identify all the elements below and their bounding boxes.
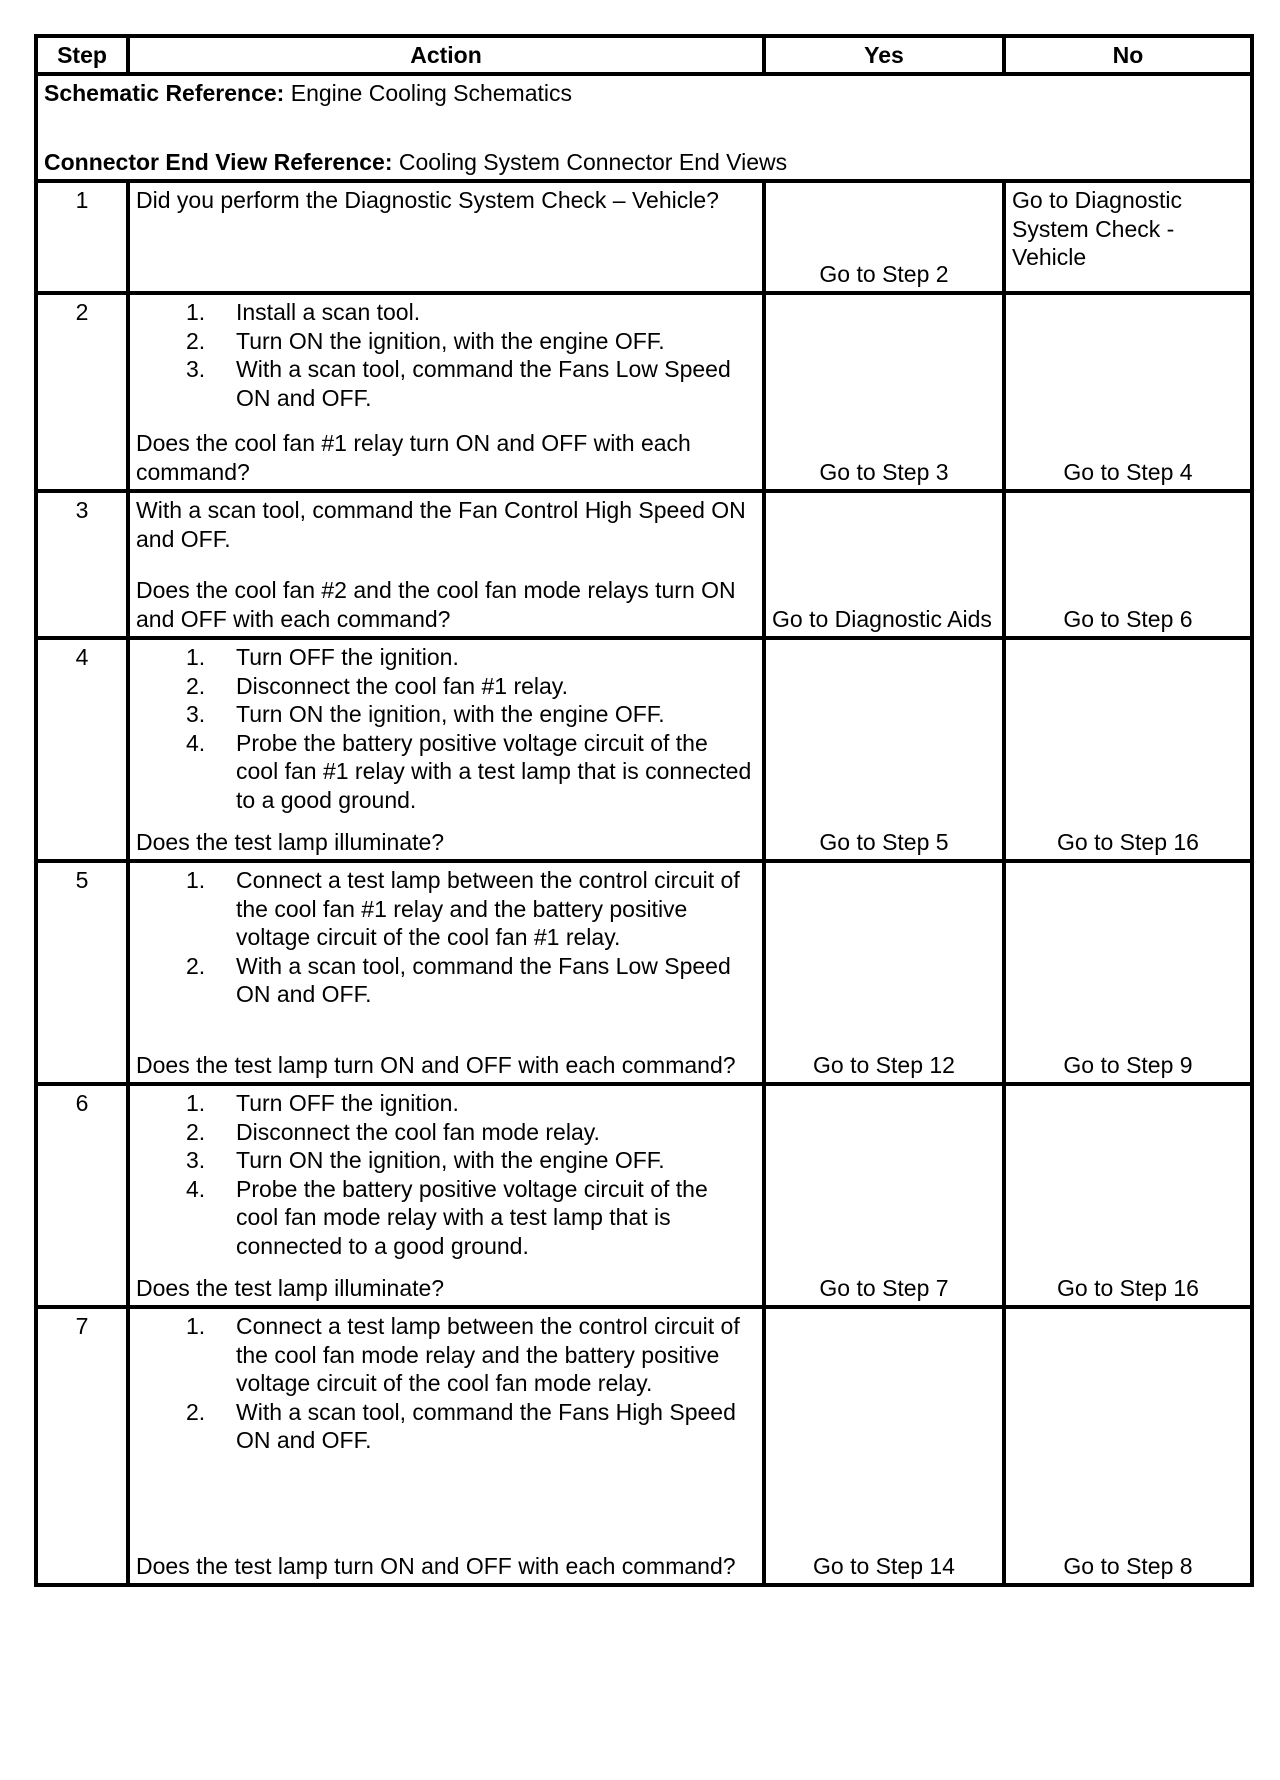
- step-action: [128, 293, 764, 491]
- substep-item: [136, 1175, 756, 1261]
- step-action: [128, 861, 764, 1084]
- step-number: 4: [36, 638, 128, 861]
- substep-number: 3.: [186, 1147, 206, 1173]
- substep-item: [136, 729, 756, 815]
- substep-number: 2.: [186, 1118, 206, 1145]
- substep-list: [136, 298, 756, 412]
- no-result: Go to Step 9: [1063, 1051, 1193, 1078]
- header-no: No: [1004, 36, 1252, 74]
- substep-number: 2.: [186, 672, 206, 699]
- step-action: [128, 1307, 764, 1585]
- step-row: [36, 638, 1252, 861]
- yes-result: Go to Step 14: [813, 1552, 955, 1579]
- substep-text: Connect a test lamp between the control circuit of the cool fan #1 relay and the battery positive voltage circuit of the cool fan #1 relay.: [236, 867, 740, 950]
- step-number: 3: [36, 491, 128, 638]
- reference-spacer: [44, 108, 1244, 148]
- substep-number: 1.: [186, 299, 206, 325]
- yes-result: Go to Step 5: [819, 828, 949, 855]
- schematic-reference-value: Engine Cooling Schematics: [284, 80, 573, 106]
- header-yes: Yes: [764, 36, 1004, 74]
- no-result: Go to Step 16: [1057, 1274, 1199, 1301]
- connector-reference-label: Connector End View Reference:: [44, 148, 393, 175]
- step-number: 7: [36, 1307, 128, 1585]
- substep-item: [136, 672, 756, 701]
- header-row: [36, 36, 1252, 74]
- substep-number: 3.: [186, 356, 206, 382]
- substep-text: Probe the battery positive voltage circuit of the cool fan #1 relay with a test lamp that is connected to a good ground.: [236, 729, 752, 813]
- step-yes: [764, 491, 1004, 638]
- substep-number: 2.: [186, 1398, 206, 1425]
- substep-number: 4.: [186, 729, 206, 756]
- step-row: [36, 181, 1252, 293]
- substep-number: 4.: [186, 1175, 206, 1202]
- substep-list: [136, 643, 756, 814]
- substep-text: Probe the battery positive voltage circuit of the cool fan mode relay with a test lamp that is connected to a good ground.: [236, 1175, 708, 1259]
- reference-row: [36, 74, 1252, 181]
- yes-result: Go to Step 2: [819, 260, 949, 287]
- no-result: Go to Step 16: [1057, 828, 1199, 855]
- diagnostic-table: [34, 34, 1254, 1587]
- step-yes: [764, 1307, 1004, 1585]
- substep-text: Connect a test lamp between the control circuit of the cool fan mode relay and the battery positive voltage circuit of the cool fan mode relay.: [236, 1313, 740, 1396]
- step-no: [1004, 181, 1252, 293]
- substep-text: Disconnect the cool fan mode relay.: [236, 1118, 600, 1145]
- step-no: [1004, 491, 1252, 638]
- substep-item: [136, 1118, 756, 1147]
- step-action: [128, 491, 764, 638]
- step-number: 6: [36, 1084, 128, 1307]
- substep-text: Turn ON the ignition, with the engine OFF.: [236, 1147, 665, 1173]
- substep-item: [136, 643, 756, 672]
- no-result: Go to Step 4: [1063, 458, 1193, 485]
- action-question: Does the test lamp illuminate?: [136, 828, 445, 855]
- substep-text: Turn ON the ignition, with the engine OFF.: [236, 701, 665, 727]
- substep-text: With a scan tool, command the Fans Low Speed ON and OFF.: [236, 356, 731, 411]
- action-intro: With a scan tool, command the Fan Control High Speed ON and OFF.: [136, 497, 746, 552]
- substep-number: 1.: [186, 644, 206, 670]
- substep-number: 2.: [186, 952, 206, 979]
- schematic-reference-label: Schematic Reference:: [44, 80, 285, 106]
- action-intro: Did you perform the Diagnostic System Check – Vehicle?: [136, 187, 719, 213]
- diagnostic-page: [34, 34, 1250, 1587]
- substep-number: 1.: [186, 1313, 206, 1339]
- substep-text: Turn OFF the ignition.: [236, 1090, 459, 1116]
- substep-item: [136, 866, 756, 952]
- action-question: Does the test lamp turn ON and OFF with each command?: [136, 1552, 736, 1579]
- step-action: [128, 638, 764, 861]
- step-row: [36, 1084, 1252, 1307]
- substep-text: Install a scan tool.: [236, 299, 421, 325]
- step-yes: [764, 1084, 1004, 1307]
- substep-list: [136, 1312, 756, 1455]
- step-yes: [764, 181, 1004, 293]
- step-no: [1004, 1307, 1252, 1585]
- action-question: Does the test lamp turn ON and OFF with each command?: [136, 1051, 736, 1078]
- step-action: [128, 181, 764, 293]
- action-question: Does the test lamp illuminate?: [136, 1274, 445, 1301]
- header-step: Step: [36, 36, 128, 74]
- no-result: Go to Step 6: [1063, 605, 1193, 632]
- substep-text: Turn ON the ignition, with the engine OFF.: [236, 327, 665, 354]
- no-result: Go to Step 8: [1063, 1552, 1193, 1579]
- schematic-reference: [44, 79, 1244, 108]
- yes-result: Go to Step 3: [819, 458, 949, 485]
- substep-text: Turn OFF the ignition.: [236, 644, 459, 670]
- step-row: [36, 861, 1252, 1084]
- step-yes: [764, 861, 1004, 1084]
- step-number: 1: [36, 181, 128, 293]
- substep-number: 3.: [186, 701, 206, 727]
- substep-item: [136, 327, 756, 356]
- substep-number: 2.: [186, 327, 206, 354]
- step-no: [1004, 861, 1252, 1084]
- substep-list: [136, 1089, 756, 1260]
- reference-cell: [36, 74, 1252, 181]
- substep-item: [136, 1089, 756, 1118]
- substep-item: [136, 1146, 756, 1175]
- substep-item: [136, 298, 756, 327]
- step-number: 5: [36, 861, 128, 1084]
- yes-result: Go to Step 12: [813, 1051, 955, 1078]
- substep-text: Disconnect the cool fan #1 relay.: [236, 672, 568, 699]
- no-result: Go to Diagnostic System Check - Vehicle: [1012, 187, 1183, 270]
- connector-reference-value: Cooling System Connector End Views: [392, 148, 788, 175]
- substep-number: 1.: [186, 867, 206, 893]
- step-yes: [764, 638, 1004, 861]
- step-row: [36, 491, 1252, 638]
- substep-list: [136, 866, 756, 1009]
- header-action: Action: [128, 36, 764, 74]
- substep-text: With a scan tool, command the Fans Low Speed ON and OFF.: [236, 952, 731, 1007]
- substep-item: [136, 355, 756, 412]
- substep-item: [136, 952, 756, 1009]
- action-question: Does the cool fan #2 and the cool fan mode relays turn ON and OFF with each command?: [136, 577, 736, 632]
- substep-item: [136, 700, 756, 729]
- step-row: [36, 1307, 1252, 1585]
- step-action: [128, 1084, 764, 1307]
- yes-result: Go to Diagnostic Aids: [772, 605, 992, 632]
- step-yes: [764, 293, 1004, 491]
- substep-text: With a scan tool, command the Fans High Speed ON and OFF.: [236, 1398, 736, 1453]
- table-body: [36, 74, 1252, 1585]
- substep-item: [136, 1312, 756, 1398]
- yes-result: Go to Step 7: [819, 1274, 949, 1301]
- connector-reference: [44, 148, 1244, 177]
- substep-number: 1.: [186, 1090, 206, 1116]
- action-question: Does the cool fan #1 relay turn ON and OFF with each command?: [136, 430, 691, 485]
- substep-item: [136, 1398, 756, 1455]
- step-no: [1004, 1084, 1252, 1307]
- step-no: [1004, 293, 1252, 491]
- step-number: 2: [36, 293, 128, 491]
- step-row: [36, 293, 1252, 491]
- step-no: [1004, 638, 1252, 861]
